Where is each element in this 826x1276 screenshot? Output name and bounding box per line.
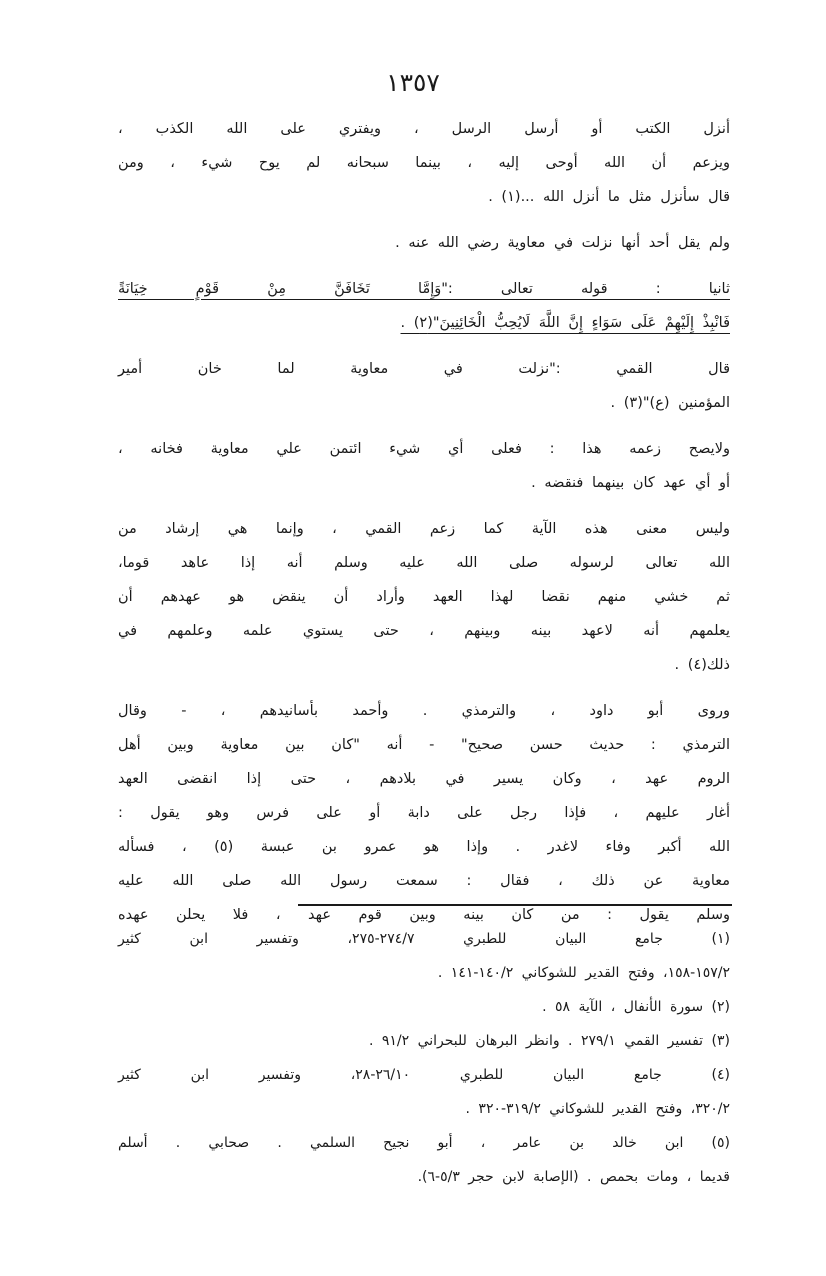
quran-quote-line: ثانيا : قوله تعالى :"وَإِمَّا تَخَافَنَّ مِنْ قَوْمٍ خِيَانَةً	[118, 281, 730, 297]
text-line: المؤمنين (ع)"(٣) .	[610, 395, 730, 411]
footnote-line: (٢) سورة الأنفال ، الآية ٥٨ .	[542, 999, 730, 1015]
text-line: ولايصح زعمه هذا : فعلى أي شيء ائتمن علي معاوية فخانه ،	[118, 441, 730, 457]
text-line: الروم عهد ، وكان يسير في بلادهم ، حتى إذا انقضى العهد	[118, 771, 730, 787]
text-line: أنزل الكتب أو أرسل الرسل ، ويفتري على الله الكذب ،	[118, 121, 730, 137]
footnote-line: (١) جامع البيان للطبري ٢٧٤/٧-٢٧٥، وتفسير ابن كثير	[118, 931, 730, 947]
text-line: الله تعالى لرسوله صلى الله عليه وسلم أنه إذا عاهد قوما،	[118, 555, 730, 571]
footnote-line: (٥) ابن خالد بن عامر ، أبو نجيح السلمي . صحابي . أسلم	[118, 1135, 730, 1151]
text-line: قال سأنزل مثل ما أنزل الله ...(١) .	[488, 189, 730, 205]
text-line: معاوية عن ذلك ، فقال : سمعت رسول الله صلى الله عليه	[118, 873, 730, 889]
text-line: الله أكبر وفاء لاغدر . وإذا هو عمرو بن عبسة (٥) ، فسأله	[118, 839, 730, 855]
footnote-line: ١٥٧/٢-١٥٨، وفتح القدير للشوكاني ١٤٠/٢-١٤١ .	[437, 965, 730, 981]
footnote-line: ٣٢٠/٢، وفتح القدير للشوكاني ٣١٩/٢-٣٢٠ .	[465, 1101, 730, 1117]
quran-quote-paragraph	[118, 272, 730, 340]
footnote-separator	[298, 904, 732, 906]
text-line: ويزعم أن الله أوحى إليه ، بينما سبحانه لم يوح شيء ، ومن	[118, 155, 730, 171]
quran-quote-line: فَانْبِذْ إِلَيْهِمْ عَلَى سَوَاءٍ إِنَّ اللَّهَ لَايُحِبُّ الْخَائِنِينَ"(٢) .	[400, 315, 730, 331]
footnote-line: قديما ، ومات بحمص . (الإصابة لابن حجر ٥/٣-٦).	[417, 1169, 730, 1185]
text-line: الترمذي : حديث حسن صحيح" - أنه "كان بين معاوية وبين أهل	[118, 737, 730, 753]
footnotes	[118, 922, 730, 1194]
text-line: أو أي عهد كان بينهما فنقضه .	[531, 475, 730, 491]
text-line: وسلم يقول : من كان بينه وبين قوم عهد ، فلا يحلن عهده	[118, 907, 730, 923]
page-number: ١٣٥٧	[386, 68, 440, 97]
paragraph	[118, 226, 730, 260]
text-line: أغار عليهم ، فإذا رجل على دابة أو على فرس وهو يقول :	[118, 805, 730, 821]
footnote-line: (٤) جامع البيان للطبري ٢٦/١٠-٢٨، وتفسير ابن كثير	[118, 1067, 730, 1083]
paragraph	[118, 512, 730, 682]
text-line: ولم يقل أحد أنها نزلت في معاوية رضي الله عنه .	[395, 235, 730, 251]
text-line: قال القمي :"نزلت في معاوية لما خان أمير	[118, 361, 730, 377]
paragraph	[118, 112, 730, 214]
text-line: يعلمهم أنه لاعهد بينه وبينهم ، حتى يستوي علمه وعلمهم في	[118, 623, 730, 639]
main-text	[118, 112, 730, 944]
paragraph	[118, 694, 730, 932]
footnote-line: (٣) تفسير القمي ٢٧٩/١ . وانظر البرهان للبحراني ٩١/٢ .	[368, 1033, 730, 1049]
paragraph	[118, 432, 730, 500]
text-line: ثم خشي منهم نقضا لهذا العهد وأراد أن ينقض هو عهدهم أن	[118, 589, 730, 605]
paragraph	[118, 352, 730, 420]
text-line: وروى أبو داود ، والترمذي . وأحمد بأسانيدهم ، - وقال	[118, 703, 730, 719]
text-line: ذلك(٤) .	[674, 657, 730, 673]
text-line: وليس معنى هذه الآية كما زعم القمي ، وإنما هي إرشاد من	[118, 521, 730, 537]
